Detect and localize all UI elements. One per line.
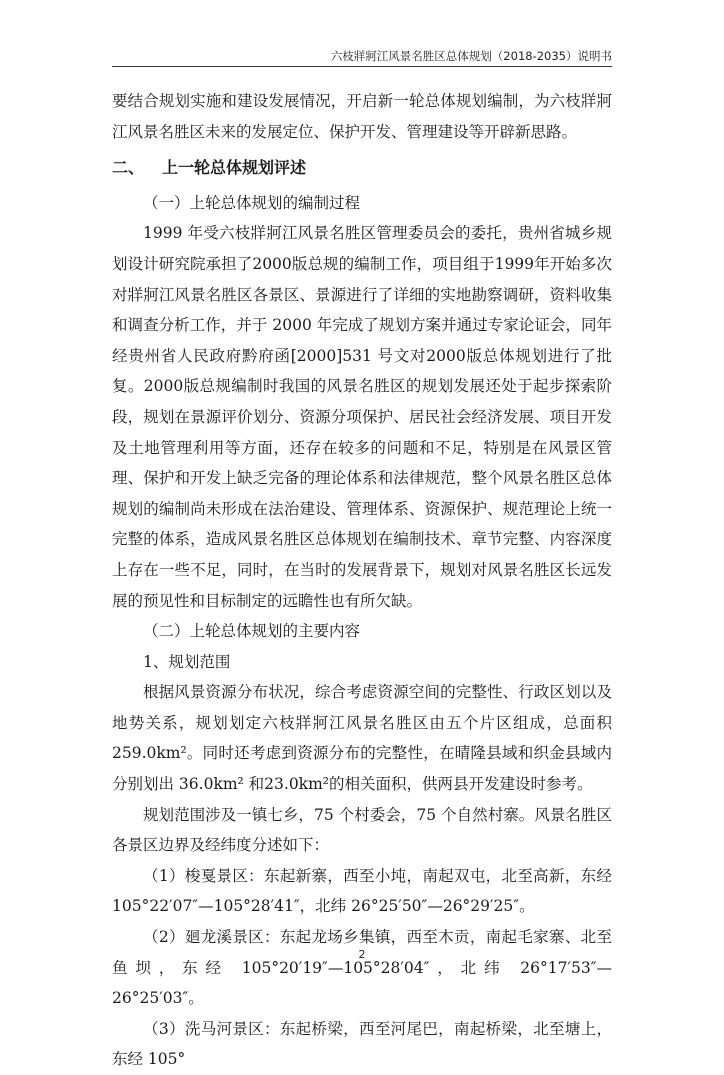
- subsection-heading-3: 1、规划范围: [143, 652, 231, 671]
- paragraph-area-3: （3）洗马河景区：东起桥梁，西至河尾巴，南起桥梁，北至塘上，东经 105°: [112, 1019, 612, 1069]
- page-number: 2: [358, 948, 366, 961]
- paragraph-boundaries: 规划范围涉及一镇七乡，75 个村委会，75 个自然村寨。风景名胜区各景区边界及经纬度分述如下：: [112, 805, 612, 855]
- paragraph-scope: 根据风景资源分布状况，综合考虑资源空间的完整性、行政区划以及地势关系，规划划定六枝牂牁江风景名胜区由五个片区组成，总面积 259.0km²。同时还考虑到资源分布的完整性，在晴隆县域和织金县域内分别划出 36.0km² 和23.0km²的相关面积，供两县开发建设时参考。: [112, 683, 612, 794]
- paragraph-intro: 要结合规划实施和建设发展情况，开启新一轮总体规划编制，为六枝牂牁江风景名胜区未来的发展定位、保护开发、管理建设等开辟新思路。: [112, 92, 612, 141]
- page-body: [112, 86, 612, 1075]
- section-number: 二、: [112, 158, 145, 178]
- section-title: 上一轮总体规划评述: [162, 158, 307, 178]
- section-heading: [112, 153, 612, 184]
- paragraph-area-2: （2）廻龙溪景区：东起龙场乡集镇，西至木贡，南起毛家寨、北至鱼坝，东经 105°20′19″—105°28′04″，北纬 26°17′53″—26°25′03″。: [112, 928, 612, 1008]
- subsection-heading-1: （一）上轮总体规划的编制过程: [143, 193, 361, 212]
- paragraph-history: 1999 年受六枝牂牁江风景名胜区管理委员会的委托，贵州省城乡规划设计研究院承担了2000版总规的编制工作，项目组于1999年开始多次对牂牁江风景名胜区各景区、景源进行了详细的实地勘察调研，资料收集和调查分析工作，并于 2000 年完成了规划方案并通过专家论证会，同年经贵州省人民政府黔府函[2000]531 号文对2000版总体规划进行了批复。2000版总规编制时我国的风景名胜区的规划发展还处于起步探索阶段，规划在景源评价划分、资源分项保护、居民社会经济发展、项目开发及土地管理利用等方面，还存在较多的问题和不足，特别是在风景区管理、保护和开发上缺乏完备的理论体系和法律规范，整个风景名胜区总体规划的编制尚未形成在法治建设、管理体系、资源保护、规范理论上统一完整的体系，造成风景名胜区总体规划在编制技术、章节完整、内容深度上存在一些不足，同时，在当时的发展背景下，规划对风景名胜区长远发展的预见性和目标制定的远瞻性也有所欠缺。: [112, 224, 612, 610]
- document-title: 六枝牂牁江风景名胜区总体规划（2018-2035）说明书: [330, 49, 612, 63]
- subsection-heading-2: （二）上轮总体规划的主要内容: [143, 622, 361, 641]
- page-header: [112, 46, 612, 67]
- paragraph-area-1: （1）梭戛景区：东起新寨，西至小坉，南起双屯，北至高新，东经 105°22′07″—105°28′41″，北纬 26°25′50″—26°29′25″。: [112, 866, 612, 916]
